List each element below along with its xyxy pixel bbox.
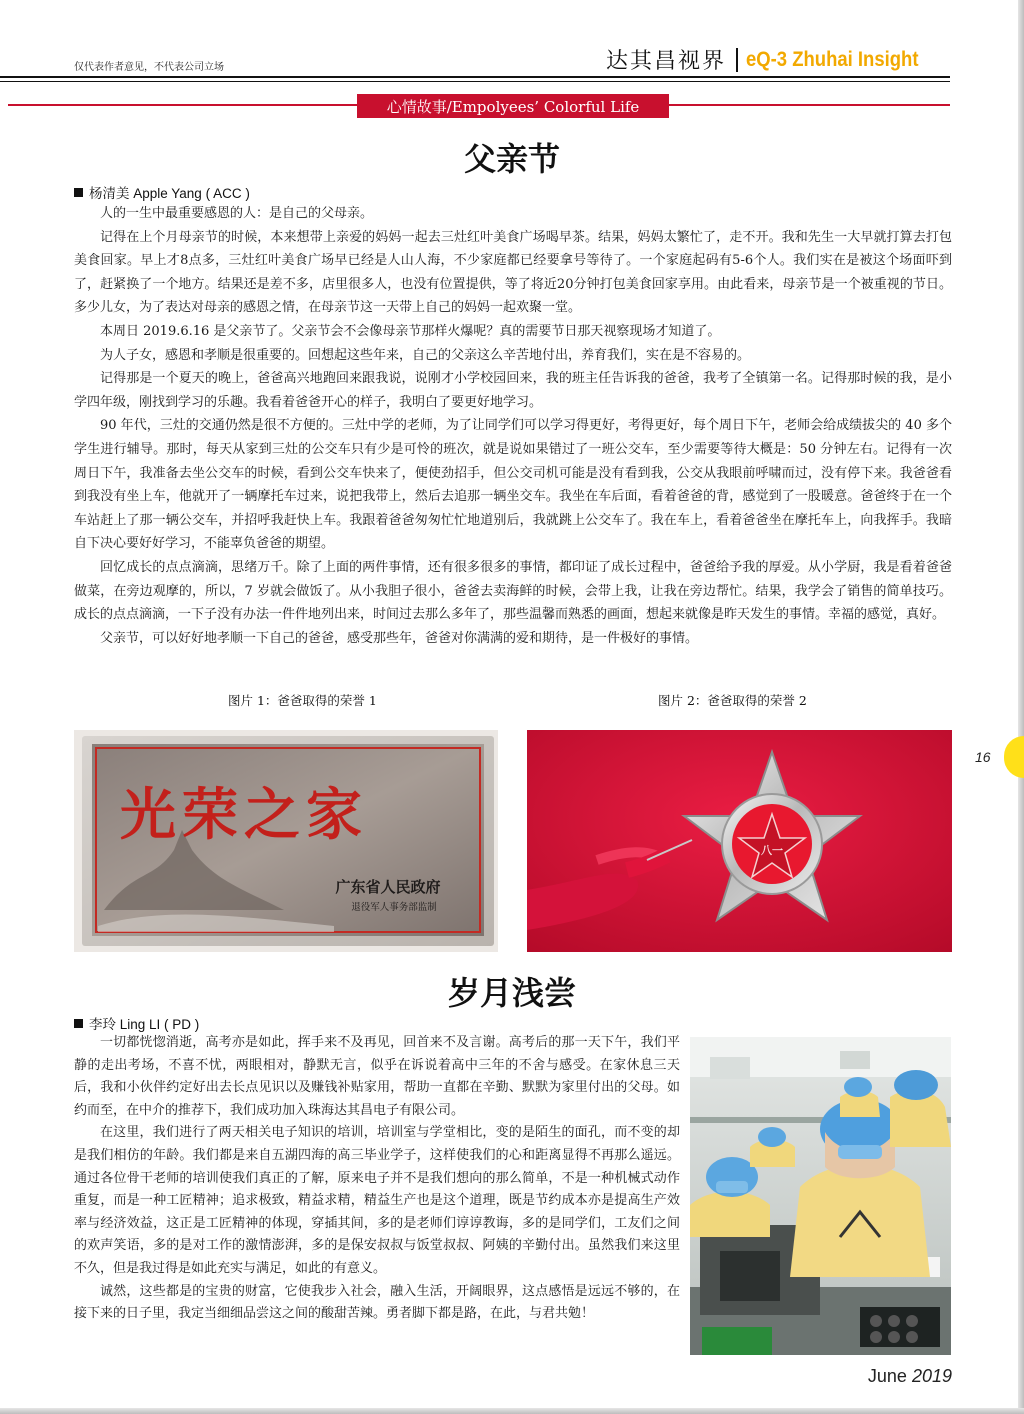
page-number: 16 — [975, 749, 991, 765]
photo2-caption: 图片 2：爸爸取得的荣誉 2 — [658, 693, 807, 708]
header-rule-thin — [0, 81, 950, 82]
plaque-issuer: 广东省人民政府 — [335, 878, 441, 896]
photo1-caption: 图片 1：爸爸取得的荣誉 1 — [228, 693, 377, 708]
footer-date — [868, 1366, 952, 1387]
plaque-main-text: 光荣之家 — [120, 782, 368, 848]
article1-author-name: 杨清美 Apple Yang ( ACC ) — [89, 186, 250, 201]
plaque-issuer-sub: 退役军人事务部监制 — [351, 902, 437, 913]
article1-paragraph: 本周日 2019.6.16 是父亲节了。父亲节会不会像母亲节那样火爆呢？真的需要节日那天视察现场才知道了。 — [100, 323, 721, 339]
article1-paragraph: 回忆成长的点点滴滴，思绪万千。除了上面的两件事情，还有很多很多的事情，都印证了成长过程中，爸爸给予我的厚爱。从小学厨，我是看着爸爸做菜，在旁边观摩的，所以，7 岁就会做饭了。从小我胆子很小，爸爸去卖海鲜的时候，会带上我，让我在旁边帮忙。结果，我学会了销售的简单技巧。成长的点点滴滴，一下子没有办法一件件地列出来，时间过去那么多年了，那些温馨而熟悉的画面，想起来就像是昨天发生的事情。幸福的感觉，真好。 — [74, 559, 952, 623]
header-brand — [606, 44, 942, 75]
header-disclaimer: 仅代表作者意见，不代表公司立场 — [74, 62, 224, 73]
footer-year: 2019 — [911, 1366, 952, 1386]
brand-english-name: eQ-3 Zhuhai Insight — [745, 47, 919, 71]
brand-separator — [736, 48, 738, 72]
article1-paragraph: 为人子女，感恩和孝顺是很重要的。回想起这些年来，自己的父亲这么辛苦地付出，养育我们，实在是不容易的。 — [100, 347, 751, 363]
article1-author — [74, 182, 250, 202]
honor-medal-photo — [527, 730, 952, 952]
header-rule — [0, 76, 950, 78]
article2-paragraph: 在这里，我们进行了两天相关电子知识的培训，培训室与学堂相比，变的是陌生的面孔，而不变的却是我们相仿的年龄。我们都是来自五湖四海的高三毕业学子，这样使我们的心和距离显得不再那么遥远。通过各位骨干老师的培训使我们真正的了解，原来电子并不是我们想向的那么简单，不是一种机械式动作重复，而是一种工匠精神；追求极致，精益求精，精益生产也是这个道理，既是节约成本亦是提高生产效率与经济效益，这正是工匠精神的体现，穿插其间，多的是老师们谆谆教诲，多的是同学们，工友们之间的欢声笑语，多的是对工作的激情澎湃，多的是保安叔叔与饭堂叔叔、阿姨的辛勤付出。虽然我们来这里不久，但是我过得是如此充实与满足，如此的有意义。 — [74, 1125, 680, 1276]
brand-chinese-name: 达其昌视界 — [605, 49, 726, 74]
section-banner: 心情故事/Empolyees’ Colorful Life — [357, 94, 669, 118]
honor-plaque-photo — [74, 730, 498, 952]
article1-paragraph: 记得在上个月母亲节的时候，本来想带上亲爱的妈妈一起去三灶红叶美食广场喝早茶。结果，妈妈太繁忙了，走不开。我和先生一大早就打算去打包美食回家。早上才8点多，三灶红叶美食广场早已经是人山人海，不少家庭都已经要拿号等待了。一个家庭起码有5-6个人。我们实在是被这个场面吓到了，赶紧换了一个地方。结果还是差不多，店里很多人，也没有位置提供，等了将近20分钟打包美食回家享用。由此看来，母亲节是一个被重视的节日。多少儿女，为了表达对母亲的感恩之情，在母亲节这一天带上自己的妈妈一起欢聚一堂。 — [74, 229, 952, 316]
article2-author — [74, 1013, 199, 1033]
article2-author-name: 李玲 Ling LI ( PD ) — [89, 1017, 200, 1032]
article1-title: 父亲节 — [463, 140, 560, 178]
article2-body — [74, 1032, 680, 1326]
article2-paragraph: 诚然，这些都是的宝贵的财富，它使我步入社会，融入生活，开阔眼界，这点感悟是远远不够的，在接下来的日子里，我定当细细品尝这之间的酸甜苦辣。勇者脚下都是路，在此，与君共勉！ — [74, 1283, 680, 1322]
article1-paragraph: 记得那是一个夏天的晚上，爸爸高兴地跑回来跟我说，说刚才小学校园回来，我的班主任告诉我的爸爸，我考了全镇第一名。记得那时候的我，是小学四年级，刚找到学习的乐趣。我看着爸爸开心的样子，我明白了要更好地学习。 — [74, 371, 952, 410]
page-edge-shadow-bottom — [0, 1408, 1024, 1414]
article2-paragraph: 一切都恍惚消逝，高考亦是如此，挥手来不及再见，回首来不及言谢。高考后的那一天下午，我们平静的走出考场，不喜不忧，两眼相对，静默无言，似乎在诉说着高中三年的不舍与感受。在家休息三天后，我和小伙伴约定好出去长点见识以及赚钱补贴家用，帮助一直都在辛勤、默默为家里付出的父母。如约而至，在中介的推荐下，我们成功加入珠海达其昌电子有限公司。 — [74, 1035, 680, 1118]
article1-paragraph: 90 年代，三灶的交通仍然是很不方便的。三灶中学的老师，为了让同学们可以学习得更好，考得更好，每个周日下午，老师会给成绩拔尖的 40 多个学生进行辅导。那时，每天从家到三灶的公交车只有少是可怜的班次，就是说如果错过了一班公交车，至少需要等待大概是：50 分钟左右。记得有一次周日下午，我准备去坐公交车的时候，看到公交车快来了，便使劲招手，但公交司机可能是没有看到我，公交从我眼前呼啸而过，没有停下来。我爸爸看到我没有坐上车，他就开了一辆摩托车过来，说把我带上，然后去追那一辆坐交车。我坐在车后面，看着爸爸的背，感觉到了一股暖意。爸爸终于在一个车站赶上了那一辆公交车，并招呼我赶快上车。我跟着爸爸匆匆忙忙地道别后，我就跳上公交车了。我在车上，看着爸爸坐在摩托车上，向我挥手。我暗自下决心要好好学习，不能辜负爸爸的期望。 — [74, 418, 952, 552]
bullet-square-icon — [74, 188, 83, 197]
page-edge-shadow-right — [1018, 0, 1024, 1414]
bullet-square-icon — [74, 1019, 83, 1028]
medal-emblem: 八一 — [761, 844, 783, 857]
page-number-tab — [1004, 736, 1024, 778]
article2-title: 岁月浅尝 — [447, 974, 576, 1012]
article1-body — [74, 202, 952, 650]
article1-paragraph: 人的一生中最重要感恩的人：是自己的父母亲。 — [100, 206, 374, 221]
article1-paragraph: 父亲节，可以好好地孝顺一下自己的爸爸，感受那些年，爸爸对你满满的爱和期待，是一件极好的事情。 — [100, 630, 699, 646]
workshop-training-photo — [690, 1037, 951, 1355]
footer-month: June — [867, 1366, 907, 1386]
